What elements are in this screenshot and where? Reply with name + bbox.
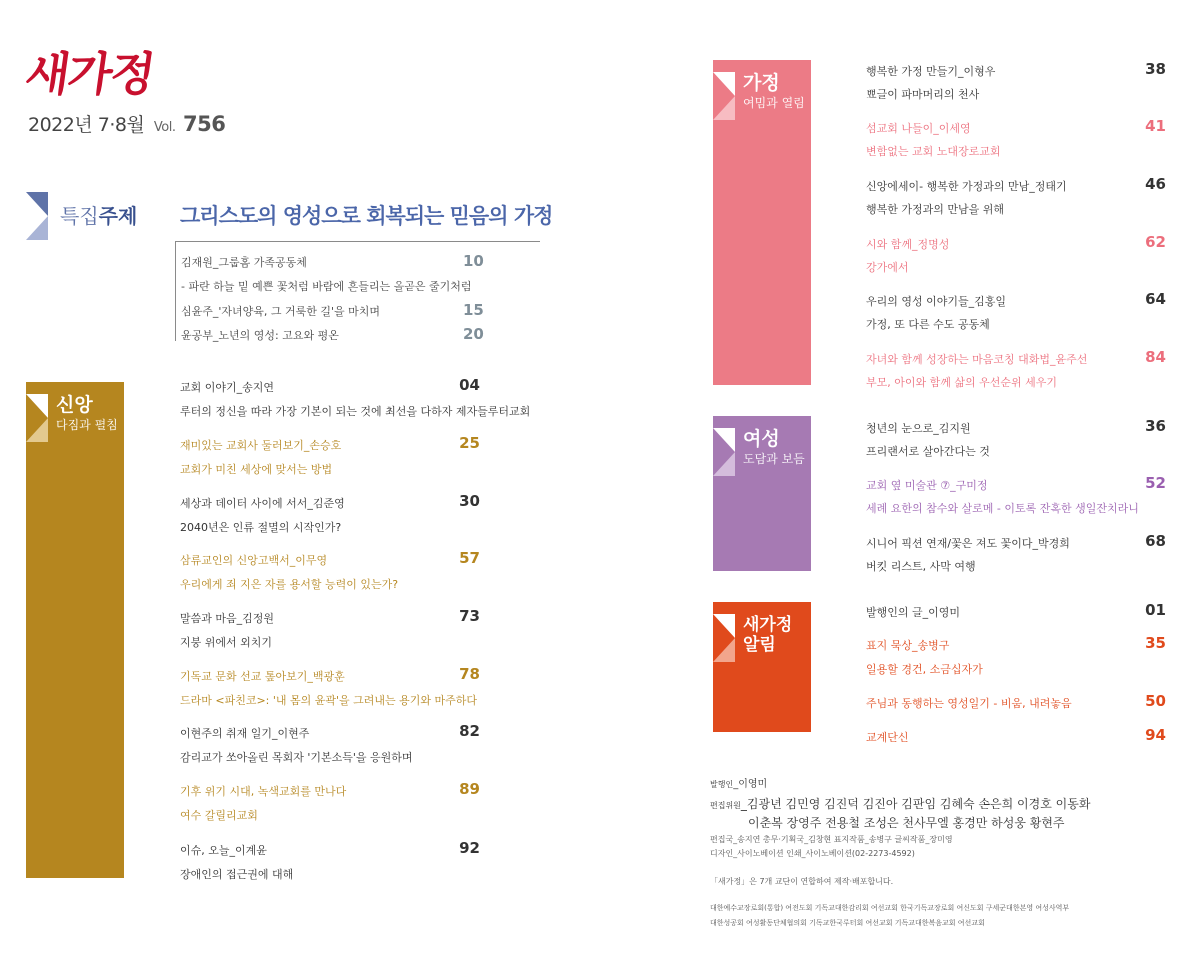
vol-label: Vol. xyxy=(153,120,176,135)
family-page-number: 64 xyxy=(1145,290,1166,308)
faith-article-subtitle: 감리교가 쏘아올린 목회자 '기본소득'을 응원하며 xyxy=(180,751,413,764)
faith-article-title[interactable]: 재미있는 교회사 둘러보기_손승호 xyxy=(180,439,342,452)
faith-page-number: 82 xyxy=(459,722,480,740)
notice-page-number: 01 xyxy=(1145,601,1166,619)
faith-page-number: 57 xyxy=(459,549,480,567)
orgs-line-2: 대한성공회 여성활동단체협의회 기독교한국루터회 여선교회 기독교대한복음교회 여선교회 xyxy=(710,919,985,927)
faith-article-title[interactable]: 교회 이야기_송지연 xyxy=(180,381,275,394)
feature-page: 20 xyxy=(463,325,484,343)
notice-section-bar xyxy=(713,602,811,732)
women-article-subtitle: 버킷 리스트, 사막 여행 xyxy=(866,560,976,573)
faith-article-subtitle: 교회가 미친 세상에 맞서는 방법 xyxy=(180,463,333,476)
vol-number: 756 xyxy=(183,112,226,136)
notice-article-title[interactable]: 교계단신 xyxy=(866,731,909,744)
feature-label: 특집주제 xyxy=(60,204,138,228)
faith-article-subtitle: 우리에게 죄 지은 자를 용서할 능력이 있는가? xyxy=(180,578,399,591)
faith-page-number: 78 xyxy=(459,665,480,683)
faith-page-number: 30 xyxy=(459,492,480,510)
editors-line-2: 이춘복 장영주 전용철 조성은 천사무엘 홍경만 하성웅 황현주 xyxy=(748,816,1065,830)
women-article-title[interactable]: 시니어 픽션 연재/꽃은 져도 꽃이다_박경희 xyxy=(866,537,1070,550)
women-article-title[interactable]: 교회 옆 미술관 ⑦_구미정 xyxy=(866,479,988,492)
union-note: 「새가정」은 7개 교단이 연합하여 제작·배포합니다. xyxy=(710,877,894,886)
notice-title: 새가정 xyxy=(743,615,793,635)
family-article-title[interactable]: 신앙에세이- 행복한 가정과의 만남_정태기 xyxy=(866,180,1067,193)
faith-page-number: 92 xyxy=(459,839,480,857)
issue-date: 2022년 7·8월 xyxy=(28,114,145,136)
issue-info xyxy=(28,110,225,137)
feature-item[interactable]: 윤공부_노년의 영성: 고요와 평온 xyxy=(181,329,339,342)
family-article-subtitle: 변함없는 교회 노대장로교회 xyxy=(866,145,1001,158)
faith-article-subtitle: 지붕 위에서 외치기 xyxy=(180,636,273,649)
women-title: 여성 xyxy=(743,428,780,450)
women-page-number: 68 xyxy=(1145,532,1166,550)
women-article-title[interactable]: 청년의 눈으로_김지원 xyxy=(866,422,971,435)
family-article-subtitle: 부모, 아이와 함께 삶의 우선순위 세우기 xyxy=(866,376,1057,389)
faith-article-title[interactable]: 세상과 데이터 사이에 서서_김준영 xyxy=(180,497,345,510)
staff-line-1: 편집국_송지연 총무·기획국_김창현 표지작품_송병구 글씨작품_장미영 xyxy=(710,835,953,844)
faith-title: 신앙 xyxy=(56,394,93,416)
family-page-number: 84 xyxy=(1145,348,1166,366)
family-article-title[interactable]: 우리의 영성 이야기들_김홍일 xyxy=(866,295,1007,308)
faith-page-number: 73 xyxy=(459,607,480,625)
family-article-subtitle: 강가에서 xyxy=(866,261,909,274)
faith-subtitle: 다짐과 펼침 xyxy=(56,418,118,432)
faith-article-title[interactable]: 기독교 문화 선교 톺아보기_백광훈 xyxy=(180,670,345,683)
orgs-line-1: 대한예수교장로회(통합) 여전도회 기독교대한감리회 여선교회 한국기독교장로회 여신도회 구세군대한본영 여성사역부 xyxy=(710,904,1070,912)
women-subtitle: 도담과 보듬 xyxy=(743,452,805,466)
feature-page: 10 xyxy=(463,252,484,270)
women-page-number: 52 xyxy=(1145,474,1166,492)
family-article-title[interactable]: 시와 함께_정명성 xyxy=(866,238,950,251)
family-article-title[interactable]: 행복한 가정 만들기_이형우 xyxy=(866,65,996,78)
family-page-number: 62 xyxy=(1145,233,1166,251)
family-chevron-icon xyxy=(713,72,735,120)
women-page-number: 36 xyxy=(1145,417,1166,435)
notice-page-number: 94 xyxy=(1145,726,1166,744)
family-subtitle: 여밈과 열림 xyxy=(743,96,805,110)
notice-article-subtitle: 일용할 경건, 소금십자가 xyxy=(866,663,983,676)
faith-article-subtitle: 루터의 정신을 따라 가장 기본이 되는 것에 최선을 다하자 제자들루터교회 xyxy=(180,405,531,418)
feature-divider xyxy=(175,241,540,242)
faith-article-title[interactable]: 이현주의 취재 일기_이현주 xyxy=(180,727,310,740)
faith-page-number: 89 xyxy=(459,780,480,798)
faith-page-number: 04 xyxy=(459,376,480,394)
faith-article-subtitle: 여수 갈릴리교회 xyxy=(180,809,258,822)
feature-item[interactable]: 김재원_그룹홈 가족공동체 xyxy=(181,256,307,269)
feature-vertical-divider xyxy=(175,241,176,341)
feature-page: 15 xyxy=(463,301,484,319)
women-article-subtitle: 프리랜서로 살아간다는 것 xyxy=(866,445,990,458)
family-page-number: 46 xyxy=(1145,175,1166,193)
family-article-subtitle: 뾰글이 파마머리의 천사 xyxy=(866,88,980,101)
faith-article-subtitle: 2040년은 인류 절멸의 시작인가? xyxy=(180,521,342,534)
notice-subtitle: 알림 xyxy=(743,635,776,655)
faith-section-bar xyxy=(26,382,124,878)
staff-line-2: 디자인_사이노베이션 인쇄_사이노베이션(02-2273-4592) xyxy=(710,849,915,858)
family-title: 가정 xyxy=(743,72,780,94)
faith-article-subtitle: 장애인의 접근권에 대해 xyxy=(180,868,294,881)
family-article-title[interactable]: 자녀와 함께 성장하는 마음코칭 대화법_윤주선 xyxy=(866,353,1088,366)
feature-chevron-icon xyxy=(26,192,48,240)
editors-line-1: 편집위원_김광년 김민영 김진덕 김진아 김판임 김혜숙 손은희 이경호 이동화 xyxy=(710,797,1091,811)
faith-article-subtitle: 드라마 <파친코>: '내 몸의 윤곽'을 그려내는 용기와 마주하다 xyxy=(180,694,478,707)
faith-article-title[interactable]: 말씀과 마음_김정원 xyxy=(180,612,275,625)
feature-item[interactable]: 심윤주_'자녀양육, 그 거룩한 길'을 마치며 xyxy=(181,305,381,318)
feature-theme: 그리스도의 영성으로 회복되는 믿음의 가정 xyxy=(180,204,553,228)
publisher-line: 발행인_이영미 xyxy=(710,779,768,790)
family-article-subtitle: 가정, 또 다른 수도 공동체 xyxy=(866,318,990,331)
notice-page-number: 50 xyxy=(1145,692,1166,710)
notice-page-number: 35 xyxy=(1145,634,1166,652)
feature-item: - 파란 하늘 밑 예쁜 꽃처럼 바람에 흔들리는 올곧은 줄기처럼 xyxy=(181,280,472,293)
women-section-bar xyxy=(713,416,811,571)
family-section-bar xyxy=(713,60,811,385)
magazine-logo: 새가정 xyxy=(21,47,157,101)
family-page-number: 38 xyxy=(1145,60,1166,78)
notice-chevron-icon xyxy=(713,614,735,662)
women-chevron-icon xyxy=(713,428,735,476)
notice-article-title[interactable]: 주님과 동행하는 영성일기 - 비움, 내려놓음 xyxy=(866,697,1072,710)
faith-article-title[interactable]: 이슈, 오늘_이계윤 xyxy=(180,844,267,857)
faith-chevron-icon xyxy=(26,394,48,442)
family-article-title[interactable]: 섬교회 나들이_이세영 xyxy=(866,122,971,135)
notice-article-title[interactable]: 표지 묵상_송병구 xyxy=(866,639,950,652)
family-article-subtitle: 행복한 가정과의 만남을 위해 xyxy=(866,203,1005,216)
faith-page-number: 25 xyxy=(459,434,480,452)
family-page-number: 41 xyxy=(1145,117,1166,135)
faith-article-title[interactable]: 기후 위기 시대, 녹색교회를 만나다 xyxy=(180,785,347,798)
notice-article-title[interactable]: 발행인의 글_이영미 xyxy=(866,606,961,619)
women-article-subtitle: 세례 요한의 참수와 살로메 - 이토록 잔혹한 생일잔치라니 xyxy=(866,502,1139,515)
faith-article-title[interactable]: 삼류교인의 신앙고백서_이무영 xyxy=(180,554,328,567)
